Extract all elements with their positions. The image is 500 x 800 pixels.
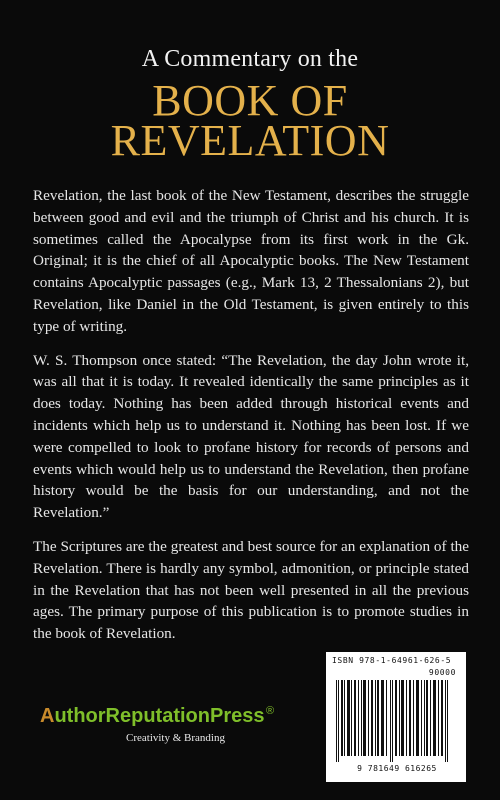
blurb-paragraph: W. S. Thompson once stated: “The Revelation, the day John wrote it, was all that it is today. It revealed identically the same principles as it does today. Nothing has been added through historical events and incidents which help us to understand it. Nothing has been lost. If we were compelled to look to profane history for records of persons and events which would help us to understand the Revelation, then profane history would be the basis for our understanding, and not the Revelation.” [33,351,469,522]
cover-title-line2: REVELATION [110,116,390,165]
publisher-name-rest: uthorReputationPress [54,705,265,727]
cover-title-line1: BOOK OF [152,76,348,125]
isbn-label: ISBN 978-1-64961-626-5 [332,656,452,665]
barcode-digits: 9 781649 616265 [357,764,437,773]
publisher-tagline: Creativity & Branding [126,732,225,744]
blurb-paragraph: Revelation, the last book of the New Testament, describes the struggle between good and evil and the triumph of Christ and his church. It is sometimes called the Apocalypse from its first work in the Gk. Original; it is the chief of all Apocalyptic books. The New Testament contains Apocalyptic passages (e.g., Mark 13, 2 Thessalonians 2), but Revelation, like Daniel in the Old Testament, is given entirely to this type of writing. [33,187,469,335]
cover-blurb [33,185,469,657]
publisher-logo [40,705,280,755]
price-code: 90000 [428,668,456,677]
isbn-barcode [326,652,466,782]
cover-kicker: A Commentary on the [141,46,359,72]
blurb-paragraph: The Scriptures are the greatest and best source for an explanation of the Revelation. There is hardly any symbol, admonition, or principle stated in the Revelation that has not been well presented in all the previous ages. The primary purpose of this publication is to promote studies in the book of Revelation. [33,537,469,643]
publisher-name-initial: A [40,705,55,727]
publisher-name [40,705,264,728]
registered-mark: ® [266,705,275,717]
barcode-bars [334,680,458,762]
